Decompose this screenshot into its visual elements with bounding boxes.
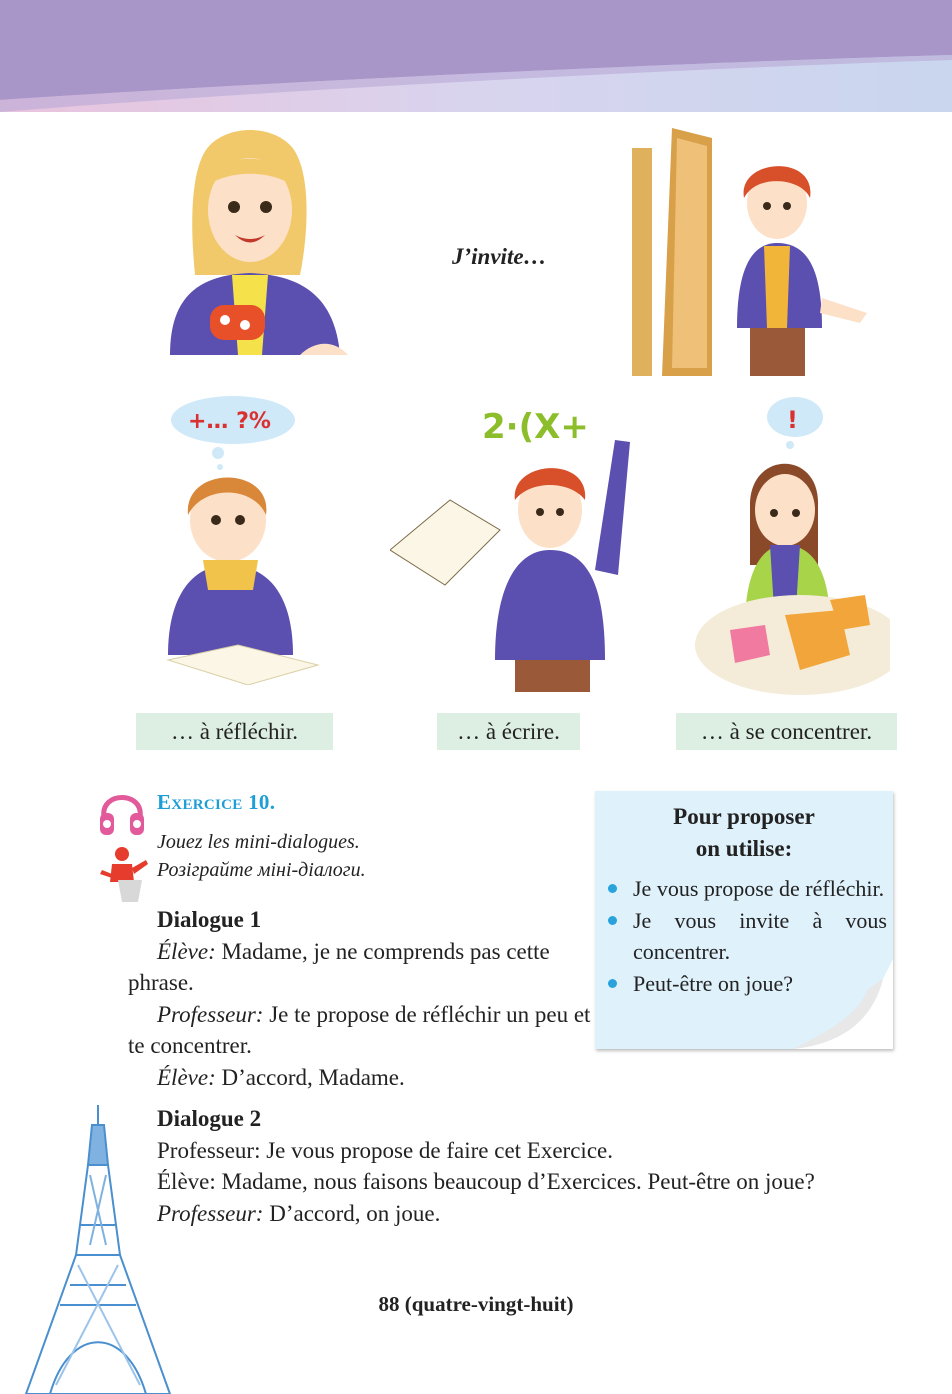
bullet-icon <box>608 979 617 988</box>
dialogue-2 <box>128 1103 898 1229</box>
note-title-line-1: Pour proposer <box>673 804 815 829</box>
instruction-uk: Розіграйте міні-діалоги. <box>157 859 366 881</box>
note-item-text: Je vous propose de réfléchir. <box>633 876 885 901</box>
girl-with-cup-illustration <box>150 125 355 375</box>
line-text: Je te propose de réfléchir un peu et te concentrer. <box>128 1001 591 1058</box>
exercise-title: Exercice 10. <box>157 790 276 814</box>
note-item-text: Peut-être on joue? <box>633 971 794 996</box>
dialogue-1 <box>128 904 598 1093</box>
boy-at-door-illustration <box>632 128 877 376</box>
dialogue-1-heading: Dialogue 1 <box>157 907 262 932</box>
note-item-text: Je vous invite à vous concentrer. <box>633 908 887 964</box>
dialogue-2-line-1: Professeur: Je vous propose de faire cet Exercice. <box>157 1137 613 1163</box>
headphones-icon <box>98 783 146 839</box>
speaker-figure-icon <box>100 846 150 902</box>
note-title-line-2: on utilise: <box>695 836 793 861</box>
dialogue-1-line-2 <box>128 999 598 1062</box>
board-text: 2·(X+ <box>482 407 589 447</box>
note-title <box>595 791 893 865</box>
speaker-label: Élève: <box>157 938 216 964</box>
speaker-label: Élève: <box>157 1064 216 1090</box>
dialogue-2-line-2: Élève: Madame, nous faisons beaucoup d’Exercices. Peut-être on joue? <box>157 1169 815 1194</box>
proposal-note-box <box>595 791 893 1049</box>
speaker-label: Professeur: <box>157 1001 264 1027</box>
dialogue-1-line-1 <box>128 936 598 999</box>
line-text: D’accord, Madame. <box>215 1064 405 1090</box>
line-text: D’accord, on joue. <box>263 1200 441 1226</box>
dialogue-2-line-3 <box>128 1198 898 1230</box>
note-item <box>633 905 887 967</box>
thinking-boy-illustration <box>158 395 323 685</box>
page-number-line <box>0 1292 952 1317</box>
page-number: 88 <box>378 1292 400 1316</box>
puzzle-girl-illustration <box>690 395 890 700</box>
bullet-icon <box>608 884 617 893</box>
eiffel-tower-icon <box>20 1105 190 1394</box>
top-banner <box>0 0 952 115</box>
speaker-label: Professeur: <box>157 1200 264 1226</box>
exclamation-text: ! <box>787 406 798 434</box>
invite-caption: J’invite… <box>452 244 547 269</box>
note-item <box>633 873 887 904</box>
writing-boy-illustration <box>390 400 640 692</box>
page-curl-icon <box>773 959 893 1049</box>
thought-bubble-text: +… ?% <box>188 409 271 434</box>
instruction-fr: Jouez les mini-dialogues. <box>157 831 360 853</box>
dialogue-2-heading: Dialogue 2 <box>157 1106 262 1131</box>
page-number-words: (quatre-vingt-huit) <box>404 1292 574 1316</box>
caption-ecrire: … à écrire. <box>437 713 580 750</box>
caption-reflechir: … à réfléchir. <box>136 713 333 750</box>
dialogue-1-line-3 <box>128 1062 598 1094</box>
caption-se-concentrer: … à se concentrer. <box>676 713 897 750</box>
bullet-icon <box>608 916 617 925</box>
line-text: Madame, je ne comprends pas cette phrase. <box>128 938 550 995</box>
